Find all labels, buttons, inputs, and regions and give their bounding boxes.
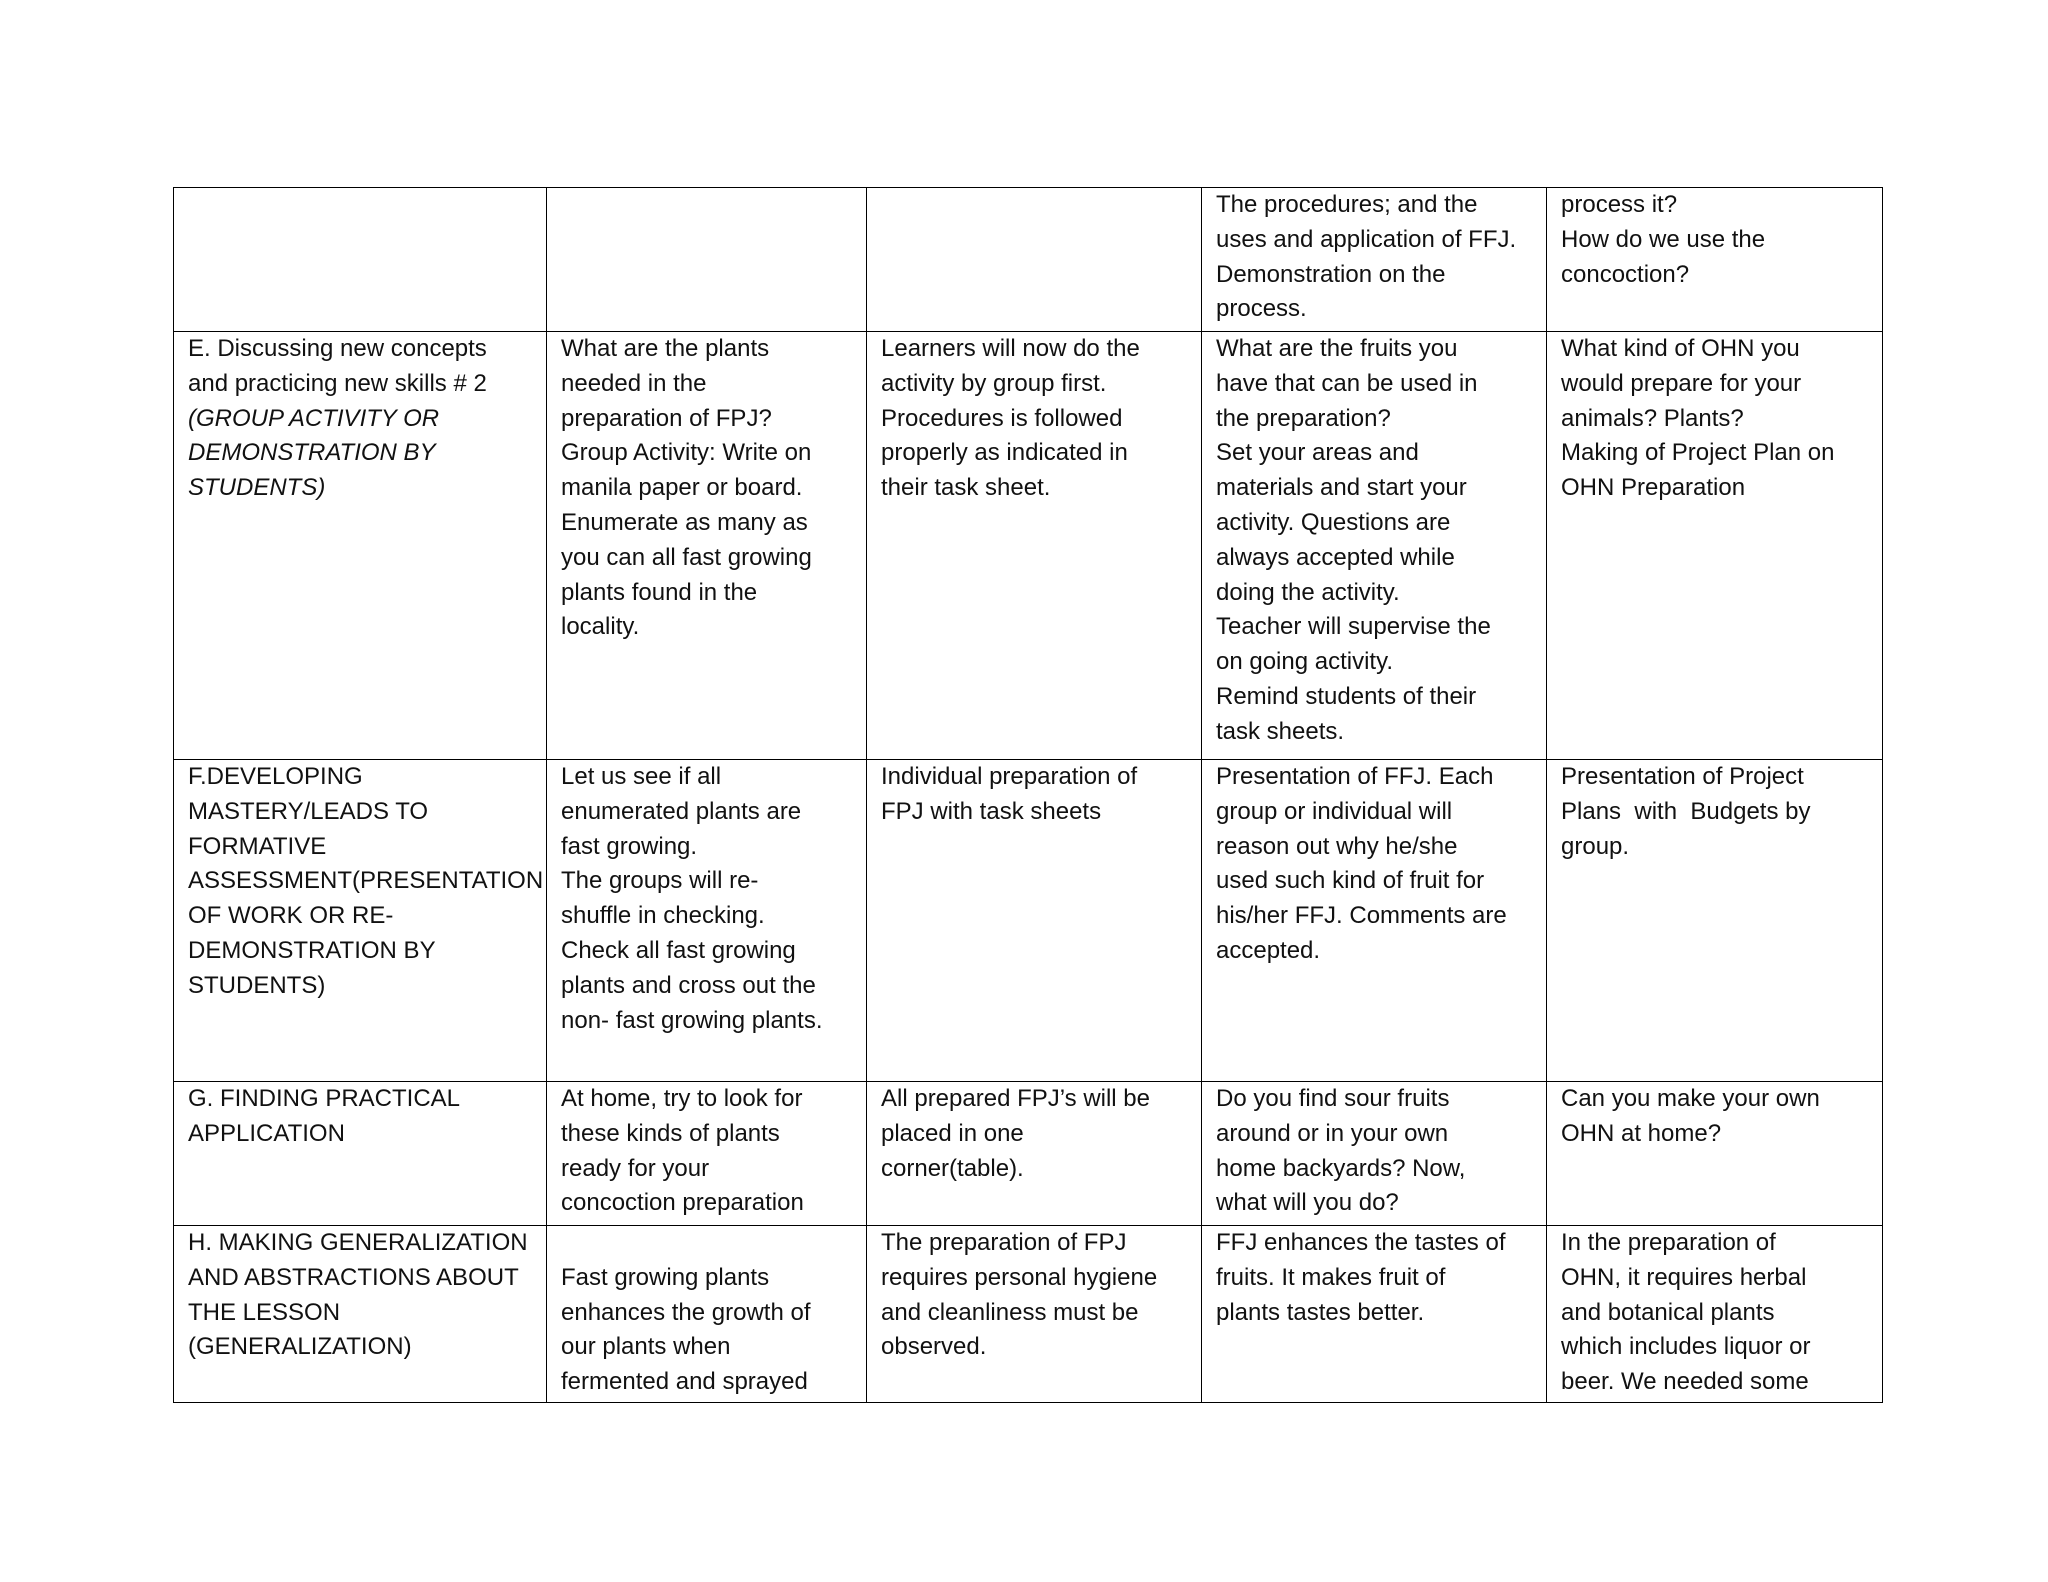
table-row	[174, 188, 1883, 332]
cell-text-line: OHN, it requires herbal	[1561, 1263, 1807, 1291]
cell-text-line: reason out why he/she	[1216, 832, 1458, 860]
table-cell	[547, 1226, 867, 1403]
table-cell	[1202, 188, 1547, 332]
table-row	[174, 1082, 1883, 1226]
cell-text-line: needed in the	[561, 369, 707, 397]
cell-text-line: OF WORK OR RE-	[188, 902, 394, 930]
cell-text-line: enhances the growth of	[561, 1298, 811, 1326]
table-cell	[547, 760, 867, 1082]
cell-text-line: Remind students of their	[1216, 682, 1477, 710]
cell-text-line: accepted.	[1216, 936, 1321, 964]
cell-text-line: Enumerate as many as	[561, 508, 808, 536]
cell-text-line: How do we use the	[1561, 225, 1766, 253]
cell-text-line: would prepare for your	[1561, 369, 1802, 397]
cell-italic-line: DEMONSTRATION BY	[188, 439, 436, 467]
cell-text-line: Presentation of FFJ. Each	[1216, 763, 1494, 790]
cell-text-line: The procedures; and the	[1216, 191, 1478, 218]
cell-text-line: locality.	[561, 613, 640, 641]
cell-text-line: process it?	[1561, 191, 1678, 218]
cell-text-line: Do you find sour fruits	[1216, 1085, 1450, 1112]
cell-text-line: plants found in the	[561, 578, 758, 606]
cell-text-line: requires personal hygiene	[881, 1263, 1158, 1291]
table-cell	[1547, 332, 1883, 760]
cell-text-line: activity by group first.	[881, 369, 1107, 397]
cell-text-line: what will you do?	[1216, 1189, 1399, 1217]
cell-text-line: Check all fast growing	[561, 936, 796, 964]
cell-text-line: In the preparation of	[1561, 1229, 1776, 1256]
cell-text-line: his/her FFJ. Comments are	[1216, 902, 1507, 930]
table-cell	[1547, 188, 1883, 332]
cell-text-line: Can you make your own	[1561, 1085, 1820, 1112]
cell-text-line: ready for your	[561, 1154, 710, 1182]
cell-text-line: have that can be used in	[1216, 369, 1478, 397]
table-cell	[867, 1226, 1202, 1403]
cell-text-line: fermented and sprayed	[561, 1368, 808, 1396]
cell-text-line: activity. Questions are	[1216, 508, 1451, 536]
cell-text-line: Plans with Budgets by	[1561, 797, 1811, 825]
table-cell	[1202, 332, 1547, 760]
table-cell	[1547, 1082, 1883, 1226]
cell-text-line: Fast growing plants	[561, 1263, 770, 1291]
cell-text-line: uses and application of FFJ.	[1216, 225, 1517, 253]
cell-text-line: doing the activity.	[1216, 578, 1400, 606]
cell-text-line: Teacher will supervise the	[1216, 613, 1491, 641]
cell-text-line: (GENERALIZATION)	[188, 1333, 412, 1361]
cell-text-line: concoction?	[1561, 260, 1690, 288]
cell-text-line: home backyards? Now,	[1216, 1154, 1466, 1182]
cell-text-line: plants and cross out the	[561, 971, 816, 999]
cell-text-line: around or in your own	[1216, 1119, 1449, 1147]
cell-text-line: Individual preparation of	[881, 763, 1138, 790]
cell-text-line: shuffle in checking.	[561, 902, 765, 930]
table-cell	[1202, 760, 1547, 1082]
cell-text-line: At home, try to look for	[561, 1085, 803, 1112]
table-cell	[547, 1082, 867, 1226]
table-cell	[547, 332, 867, 760]
table-cell	[174, 1226, 547, 1403]
cell-text-line: always accepted while	[1216, 543, 1455, 571]
cell-text-line: Demonstration on the	[1216, 260, 1446, 288]
table-body	[174, 188, 1883, 1403]
cell-text-line: you can all fast growing	[561, 543, 812, 571]
cell-text-line: placed in one	[881, 1119, 1024, 1147]
cell-text-line: FORMATIVE	[188, 832, 327, 860]
table-row	[174, 1226, 1883, 1403]
lesson-plan-table	[173, 187, 1883, 1403]
table-cell	[174, 188, 547, 332]
cell-text-line: Procedures is followed	[881, 404, 1123, 432]
cell-text-line: THE LESSON	[188, 1298, 341, 1326]
table-cell	[174, 1082, 547, 1226]
cell-text-line: their task sheet.	[881, 474, 1051, 502]
cell-text-line: Presentation of Project	[1561, 763, 1804, 790]
cell-text-line: Set your areas and	[1216, 439, 1419, 467]
cell-text-line: ASSESSMENT(PRESENTATION	[188, 867, 544, 895]
cell-text-line: FPJ with task sheets	[881, 797, 1102, 825]
cell-text-line: G. FINDING PRACTICAL	[188, 1085, 461, 1112]
cell-text-line: fast growing.	[561, 832, 698, 860]
table-cell	[867, 760, 1202, 1082]
cell-text-line: FFJ enhances the tastes of	[1216, 1229, 1506, 1256]
table-cell	[1202, 1226, 1547, 1403]
table-cell	[1547, 760, 1883, 1082]
cell-text-line: Let us see if all	[561, 763, 722, 790]
cell-text-line: OHN at home?	[1561, 1119, 1722, 1147]
cell-text-line: AND ABSTRACTIONS ABOUT	[188, 1263, 519, 1291]
cell-text-line: What are the plants	[561, 335, 770, 362]
cell-text-line: APPLICATION	[188, 1119, 345, 1147]
cell-text-line: DEMONSTRATION BY	[188, 936, 436, 964]
cell-text-line: and practicing new skills # 2	[188, 369, 487, 397]
cell-text-line: Making of Project Plan on	[1561, 439, 1835, 467]
cell-text-line: F.DEVELOPING	[188, 763, 363, 790]
cell-italic-line: (GROUP ACTIVITY OR	[188, 404, 440, 432]
cell-text-line: observed.	[881, 1333, 987, 1361]
cell-text-line: concoction preparation	[561, 1189, 804, 1217]
cell-text-line: process.	[1216, 295, 1307, 323]
table-cell	[867, 1082, 1202, 1226]
table-cell	[547, 188, 867, 332]
table-cell	[867, 332, 1202, 760]
cell-text-line: The groups will re-	[561, 867, 759, 895]
cell-text-line: enumerated plants are	[561, 797, 802, 825]
cell-text-line: animals? Plants?	[1561, 404, 1744, 432]
table-row	[174, 760, 1883, 1082]
cell-text-line: non- fast growing plants.	[561, 1006, 823, 1034]
cell-text-line: The preparation of FPJ	[881, 1229, 1127, 1256]
cell-text-line: corner(table).	[881, 1154, 1024, 1182]
cell-text-line: E. Discussing new concepts	[188, 335, 487, 362]
cell-text-line: manila paper or board.	[561, 474, 803, 502]
cell-text-line: properly as indicated in	[881, 439, 1128, 467]
cell-text-line: What are the fruits you	[1216, 335, 1458, 362]
table-cell	[1202, 1082, 1547, 1226]
cell-text-line: on going activity.	[1216, 648, 1393, 676]
cell-text-line: What kind of OHN you	[1561, 335, 1800, 362]
cell-text-line: and cleanliness must be	[881, 1298, 1139, 1326]
table-cell	[867, 188, 1202, 332]
cell-text-line: OHN Preparation	[1561, 474, 1746, 502]
cell-text-line: our plants when	[561, 1333, 731, 1361]
table-cell	[1547, 1226, 1883, 1403]
cell-text-line: materials and start your	[1216, 474, 1467, 502]
cell-text-line: and botanical plants	[1561, 1298, 1775, 1326]
cell-text-line: beer. We needed some	[1561, 1368, 1809, 1396]
cell-text-line: these kinds of plants	[561, 1119, 780, 1147]
table-cell	[174, 332, 547, 760]
cell-text-line: the preparation?	[1216, 404, 1391, 432]
cell-text-line: task sheets.	[1216, 717, 1345, 745]
cell-text-line: used such kind of fruit for	[1216, 867, 1485, 895]
cell-text-line: plants tastes better.	[1216, 1298, 1425, 1326]
cell-italic-line: STUDENTS)	[188, 474, 326, 502]
cell-text-line: All prepared FPJ’s will be	[881, 1085, 1151, 1112]
cell-text-line: H. MAKING GENERALIZATION	[188, 1229, 528, 1256]
cell-text-line: STUDENTS)	[188, 971, 326, 999]
cell-text-line: group.	[1561, 832, 1630, 860]
cell-text-line: fruits. It makes fruit of	[1216, 1263, 1446, 1291]
cell-text-line: group or individual will	[1216, 797, 1453, 825]
table-row	[174, 332, 1883, 760]
cell-text-line: preparation of FPJ?	[561, 404, 772, 432]
cell-text-line: Group Activity: Write on	[561, 439, 812, 467]
cell-text-line: MASTERY/LEADS TO	[188, 797, 429, 825]
blank-line	[561, 1226, 852, 1261]
cell-text-line: Learners will now do the	[881, 335, 1140, 362]
table-cell	[174, 760, 547, 1082]
cell-text-line: which includes liquor or	[1561, 1333, 1811, 1361]
